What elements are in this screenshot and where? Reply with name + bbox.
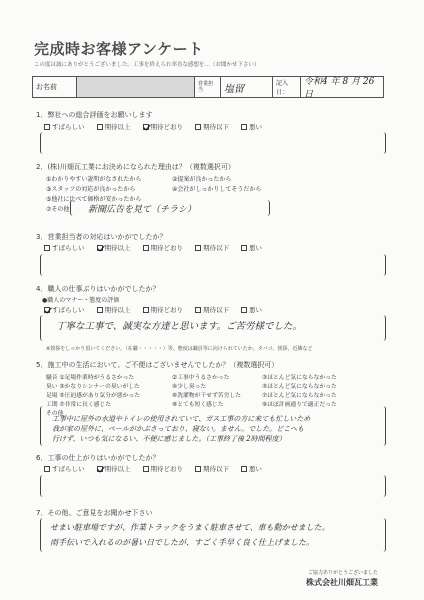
q4-comment: 丁寧な工事で、誠実な方達と思います。ご苦労様でした。 <box>56 321 303 332</box>
q2-option-5[interactable]: ⑤他社に比べて価格が安かったから <box>46 196 142 203</box>
q5-item-3[interactable]: 臭い ③かなりシンナーの臭いがした <box>46 384 140 390</box>
checkbox-icon <box>143 466 149 472</box>
q6-options <box>44 464 262 473</box>
q5-item-8[interactable]: ⑧とても短く感じた <box>172 402 224 408</box>
q5-comment-line-1: 工事中に屋外の水道やトイレの使用されていて、ガス工事の方に来ても忙しいため <box>52 415 311 423</box>
q4-options <box>44 305 262 314</box>
q2-option-3[interactable]: ③スタッフの対応が良かったから <box>46 186 136 193</box>
name-field-redacted <box>77 77 195 97</box>
q6-option-5[interactable]: 悪い <box>241 464 262 473</box>
q4-option-4[interactable]: 期待以下 <box>195 305 229 314</box>
checkbox-icon <box>97 124 103 130</box>
checkbox-icon <box>241 124 247 130</box>
checkbox-checked-icon <box>97 466 103 472</box>
q5-item-5[interactable]: 足場 ⑤圧迫感があり気分が悪かった <box>46 393 140 399</box>
company-name: 株式会社川畑瓦工業 <box>306 578 378 587</box>
checkbox-icon <box>195 466 201 472</box>
q1-option-4[interactable]: 期待以下 <box>195 122 229 131</box>
checkbox-checked-icon <box>44 307 50 313</box>
q5-item-far-4[interactable]: ⑨ほぼ計画通りで適正だった <box>262 402 337 408</box>
q2-option-1[interactable]: ①わかりやすい説明がなされたから <box>46 176 142 183</box>
checkbox-icon <box>241 307 247 313</box>
q3-option-4[interactable]: 期待以下 <box>195 243 229 252</box>
q5-comment-line-3: 行けず、いつも気になるい、不便に感じました。（工事終了後 2時間程度） <box>52 435 286 443</box>
q4-option-1[interactable]: すばらしい <box>44 305 85 314</box>
q5-question: 5．施工中の生活において、ご不便はございませんでしたか？（複数選択可） <box>36 361 279 369</box>
q4-note: ※挨拶をしっかり頂いてください。（在職・・・・・）等、態度は職員等に向けられていたか。タバコ、挨拶、近隣など <box>46 346 313 352</box>
checkbox-checked-icon <box>97 245 103 251</box>
q4-sub-label: ●職人のマナー・態度の評価 <box>42 297 120 304</box>
q3-option-1[interactable]: すばらしい <box>44 243 85 252</box>
checkbox-icon <box>143 307 149 313</box>
checkbox-icon <box>195 124 201 130</box>
q2-other-answer: 新聞広告を見て（チラシ） <box>88 205 197 215</box>
checkbox-icon <box>195 245 201 251</box>
q5-item-7[interactable]: 工期 ⑦非常に長く感じた <box>46 402 112 408</box>
checkbox-icon <box>143 245 149 251</box>
q5-item-2[interactable]: ②工事中うるさかった <box>172 375 230 381</box>
q5-item-far-1[interactable]: ③ほとんど気にならなかった <box>262 375 337 381</box>
q1-option-5[interactable]: 悪い <box>241 122 262 131</box>
q1-comment-box[interactable] <box>40 132 386 154</box>
q5-item-1[interactable]: 騒音 ①足場作業時がうるさかった <box>46 375 135 381</box>
q5-item-far-2[interactable]: ⑤ほとんど気にならなかった <box>262 384 337 390</box>
q4-option-5[interactable]: 悪い <box>241 305 262 314</box>
date-label: 記入日： <box>273 77 301 97</box>
q1-option-1[interactable]: すばらしい <box>44 122 85 131</box>
checkbox-icon <box>241 245 247 251</box>
checkbox-icon <box>44 245 50 251</box>
q3-option-5[interactable]: 悪い <box>241 243 262 252</box>
q2-option-4[interactable]: ④会社がしっかりしてそうだから <box>172 186 262 193</box>
q6-option-2[interactable]: 期待以上 <box>97 464 131 473</box>
q4-question: 4．職人の仕事ぶりはいかがでしたか？ <box>36 285 160 293</box>
checkbox-icon <box>241 466 247 472</box>
q3-option-3[interactable]: 期待どおり <box>143 243 184 252</box>
q3-options <box>44 243 262 252</box>
regards-text: ご協力ありがとうございました <box>307 570 378 576</box>
header-info-row <box>32 76 384 98</box>
q5-item-far-3[interactable]: ⑦ほとんど気にならなかった <box>262 393 337 399</box>
name-label: お名前 <box>33 77 77 97</box>
q1-options <box>44 122 262 131</box>
checkbox-icon <box>44 124 50 130</box>
q3-comment-box[interactable] <box>40 254 386 276</box>
q2-option-7[interactable]: ⑦その他 <box>46 206 70 213</box>
survey-title: 完成時お客様アンケート <box>34 40 204 58</box>
q1-question: 1．弊社への総合評価をお願いします <box>36 111 153 119</box>
q1-option-3[interactable]: 期待どおり <box>143 122 184 131</box>
q5-item-6[interactable]: ⑥洗濯物が干せず苦労した <box>172 393 241 399</box>
q6-option-4[interactable]: 期待以下 <box>195 464 229 473</box>
q5-comment-line-2: 我が家の屋外に、ペールがかぶさっており、寝ない。ません。でした。どこへも <box>52 425 304 433</box>
sales-label: 営業担当 <box>195 77 221 97</box>
checkbox-checked-icon <box>143 124 149 130</box>
q5-item-4[interactable]: ④少し臭った <box>172 384 207 390</box>
q2-option-2[interactable]: ②提案が良かったから <box>172 176 232 183</box>
q6-option-1[interactable]: すばらしい <box>44 464 85 473</box>
q1-option-2[interactable]: 期待以上 <box>97 122 131 131</box>
q7-question: 7．その他、ご意見をお聞かせ下さい <box>36 509 153 517</box>
date-value: 令和4 年 8 月 26 日 <box>304 77 375 100</box>
q6-option-3[interactable]: 期待どおり <box>143 464 184 473</box>
q7-line-2: 雨手伝いで入れるのが暑い日でしたが、すごく手早く良く仕上げました。 <box>50 538 314 547</box>
survey-subtitle: この度は誠にありがとうございました。工事を終えられ率直な感想を…（お聞かせ下さい） <box>34 62 260 68</box>
q4-option-2[interactable]: 期待以上 <box>97 305 131 314</box>
q6-question: 6．工事の仕上がりはいかがでしたか？ <box>36 454 160 462</box>
q6-comment-box[interactable] <box>40 475 386 497</box>
q2-question: 2．(株)川畑瓦工業にお決めになられた理由は？（複数選択可） <box>36 163 235 171</box>
q5-item-other[interactable]: その他 <box>46 411 64 417</box>
q3-question: 3．営業担当者の対応はいかがでしたか？ <box>36 233 167 241</box>
sales-name: 塩留 <box>221 77 273 97</box>
q4-option-3[interactable]: 期待どおり <box>143 305 184 314</box>
q7-line-1: せまい駐車場ですが、作業トラックをうまく駐車させて、車も動かせました。 <box>50 523 330 532</box>
checkbox-icon <box>44 466 50 472</box>
checkbox-icon <box>97 307 103 313</box>
checkbox-icon <box>195 307 201 313</box>
q3-option-2[interactable]: 期待以上 <box>97 243 131 252</box>
